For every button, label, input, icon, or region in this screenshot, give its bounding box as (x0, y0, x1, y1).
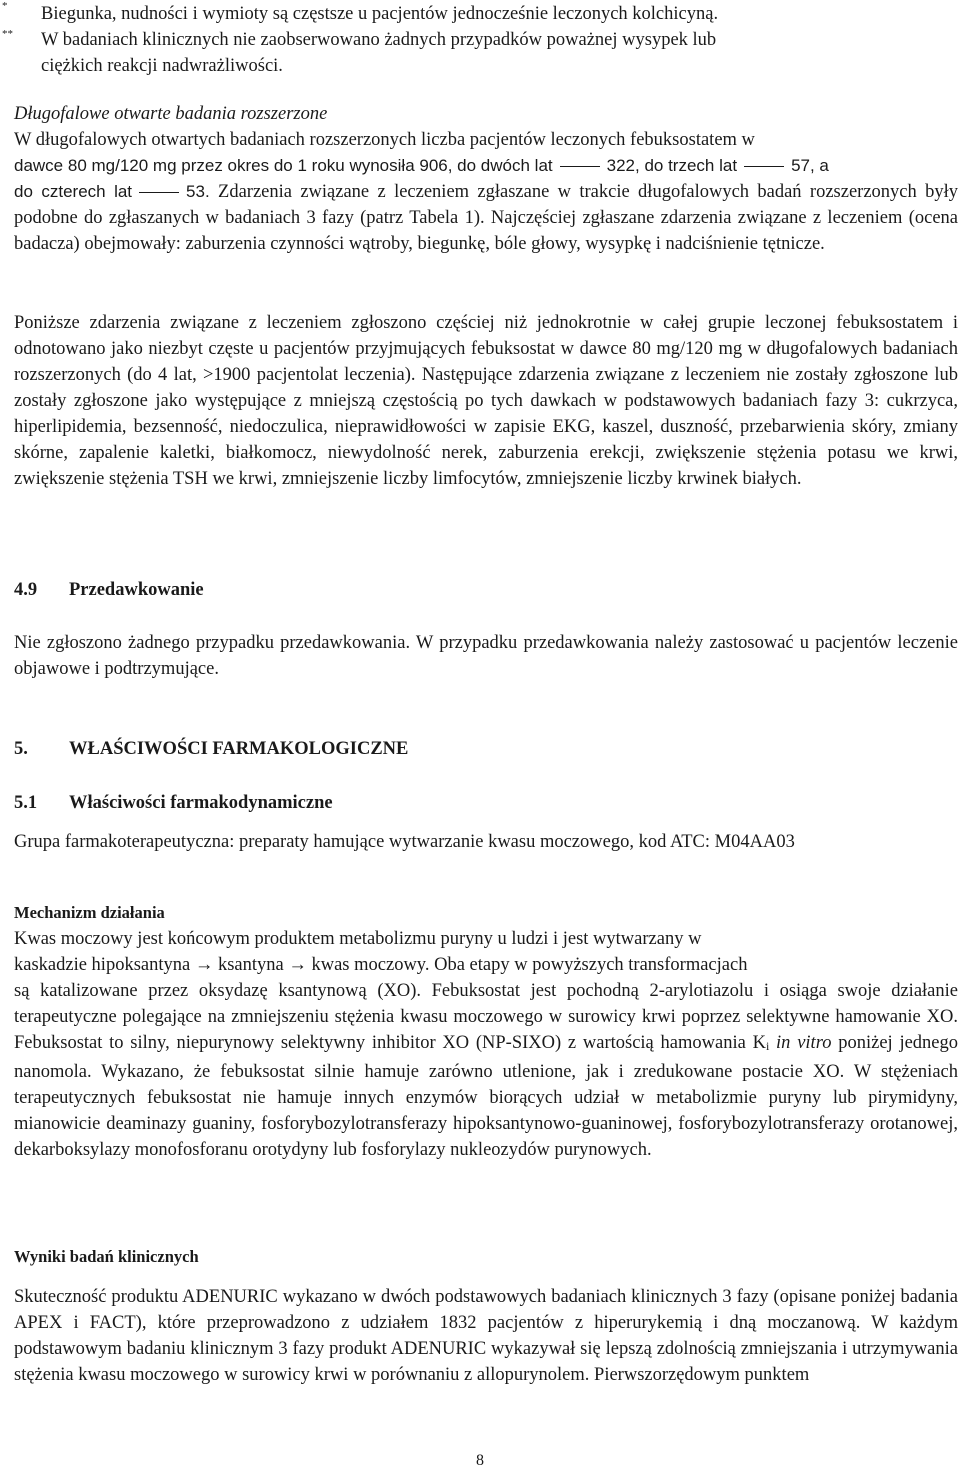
em-dash (560, 166, 600, 167)
long-term-section (14, 101, 958, 257)
events-paragraph-block (14, 310, 958, 492)
long-term-title: Długofalowe otwarte badania rozszerzone (14, 104, 328, 124)
section-number: 5. (14, 739, 28, 759)
footnote-text: ciężkich reakcji nadwrażliwości. (41, 56, 283, 76)
section-heading-5-1 (14, 790, 333, 816)
text-span: do czterech lat (14, 182, 133, 201)
ki-subscript: i (765, 1039, 770, 1053)
footnote-text: W badaniach klinicznych nie zaobserwowano żadnych przypadków poważnej wysypek lub (41, 30, 717, 50)
mechanism-block (14, 926, 958, 1163)
pharmaco-group-block (14, 829, 894, 855)
section-heading-5 (14, 736, 408, 762)
section-heading-4-9 (14, 577, 204, 603)
em-dash (139, 192, 179, 193)
footnote-marker: * (2, 0, 8, 12)
overdose-paragraph-block (14, 630, 958, 682)
text-span: są katalizowane przez oksydazę ksantynową (XO). Febuksostat jest pochodną 2-arylotiazolu i osiąga swoje działanie terapeutyczne polegające na zmniejszeniu stężenia kwasu moczowego w surowicy krwi poprzez selektywne hamowanie XO. Febuksostat to silny, niepurynowy selektywny inhibitor XO (NP-SIXO) z wartością hamowania K (14, 981, 958, 1053)
arrow-icon: → (288, 955, 307, 975)
long-term-paragraph (14, 179, 958, 257)
text-span: poniżej jednego nanomola. Wykazano, że febuksostat silnie hamuje zarówno utlenione, jak i zredukowane postacie XO. W stężeniach terapeutycznych febuksostat nie hamuje innych enzymów biorących udział w metabolizmie puryny lub pirymidyny, mianowicie deaminazy guaniny, fosforybozylotransferazy hipoksantynowo-guaninowej, fosforybozylotransferazy orotanowej, dekarboksylazy monofosforanu orotydyny lub fosforylazy nukleozydów purynowych. (14, 1033, 959, 1160)
em-dash (744, 166, 784, 167)
section-title: WŁAŚCIWOŚCI FARMAKOLOGICZNE (69, 739, 409, 759)
arrow-icon: → (194, 955, 214, 975)
long-term-line (14, 153, 958, 179)
overdose-paragraph: Nie zgłoszono żadnego przypadku przedawkowania. W przypadku przedawkowania należy zastosować u pacjentów leczenie objawowe i podtrzymujące. (14, 633, 958, 679)
results-paragraph: Skuteczność produktu ADENURIC wykazano w dwóch podstawowych badaniach klinicznych 3 fazy (opisane poniżej badania APEX i FACT), które przeprowadzono z udziałem 1832 pacjentów z hiperurykemią i dną moczanową. W każdym podstawowym badaniu klinicznym 3 fazy produkt ADENURIC wykazywał się lepszą zdolnością zmniejszania i utrzymywania stężenia kwasu moczowego w surowicy krwi w porównaniu z allopurynolem. Pierwszorzędowym punktem (14, 1287, 958, 1385)
text-span: Zdarzenia związane z leczeniem zgłaszane w trakcie długofalowych badań rozszerzonych były podobne do zgłaszanych w badaniach 3 fazy (patrz Tabela 1). Najczęściej zgłaszane zdarzenia związane z leczeniem (ocena badacza) obejmowały: zaburzenia czynności wątroby, biegunkę, bóle głowy, wysypkę i nadciśnienie tętnicze. (14, 182, 958, 254)
in-vitro: in vitro (776, 1033, 832, 1053)
text-span: 322, do trzech lat (606, 156, 738, 175)
mechanism-title: Mechanizm działania (14, 903, 165, 922)
page-number: 8 (476, 1452, 484, 1469)
footnote-marker: ** (2, 28, 13, 40)
section-title: Właściwości farmakodynamiczne (69, 793, 333, 813)
text-span: ksantyna (217, 955, 284, 975)
text-span: dawce 80 mg/120 mg przez okres do 1 roku wynosiła 906, do dwóch lat (14, 156, 553, 175)
text-span: 53. (186, 182, 210, 201)
results-block (14, 1284, 958, 1388)
events-paragraph: Poniższe zdarzenia związane z leczeniem zgłoszono częściej niż jednokrotnie w całej grupie leczonej febuksostatem i odnotowano jako niezbyt częste u pacjentów przyjmujących febuksostat w dawce 80 mg/120 mg w długofalowych badaniach rozszerzonych (do 4 lat, >1900 pacjentolat leczenia). Następujące zdarzenia związane z leczeniem nie zostały zgłoszone lub zostały zgłoszone jako występujące z mniejszą częstością po tych dawkach w podstawowych badaniach fazy 3: cukrzyca, hiperlipidemia, bezsenność, niedoczulica, nieprawidłowości w zapisie EKG, kaszel, duszność, przebarwienia skóry, zmiany skórne, zapalenie kaletki, białkomocz, niewydolność nerek, zaburzenia erekcji, zwiększenie stężenia potasu we krwi, zwiększenie stężenia TSH we krwi, zmniejszenie liczby limfocytów, zmniejszenie liczby krwinek białych. (14, 313, 958, 489)
footnote-text: Biegunka, nudności i wymioty są częstsze u pacjentów jednocześnie leczonych kolchicyną. (41, 4, 719, 24)
results-title: Wyniki badań klinicznych (14, 1247, 199, 1266)
section-number: 4.9 (14, 580, 38, 600)
section-number: 5.1 (14, 793, 38, 813)
text-span: kwas moczowy. Oba etapy w powyższych transformacjach (311, 955, 748, 975)
text-span: 57, a (791, 156, 829, 175)
mechanism-line (14, 952, 958, 978)
mechanism-paragraph (14, 978, 958, 1163)
section-title: Przedawkowanie (69, 580, 204, 600)
text-span: kaskadzie hipoksantyna (14, 955, 191, 975)
long-term-line: W długofalowych otwartych badaniach rozszerzonych liczba pacjentów leczonych febuksostatem w (14, 130, 755, 150)
mechanism-line: Kwas moczowy jest końcowym produktem metabolizmu puryny u ludzi i jest wytwarzany w (14, 929, 702, 949)
pharmaco-group: Grupa farmakoterapeutyczna: preparaty hamujące wytwarzanie kwasu moczowego, kod ATC: M04AA03 (14, 832, 795, 852)
